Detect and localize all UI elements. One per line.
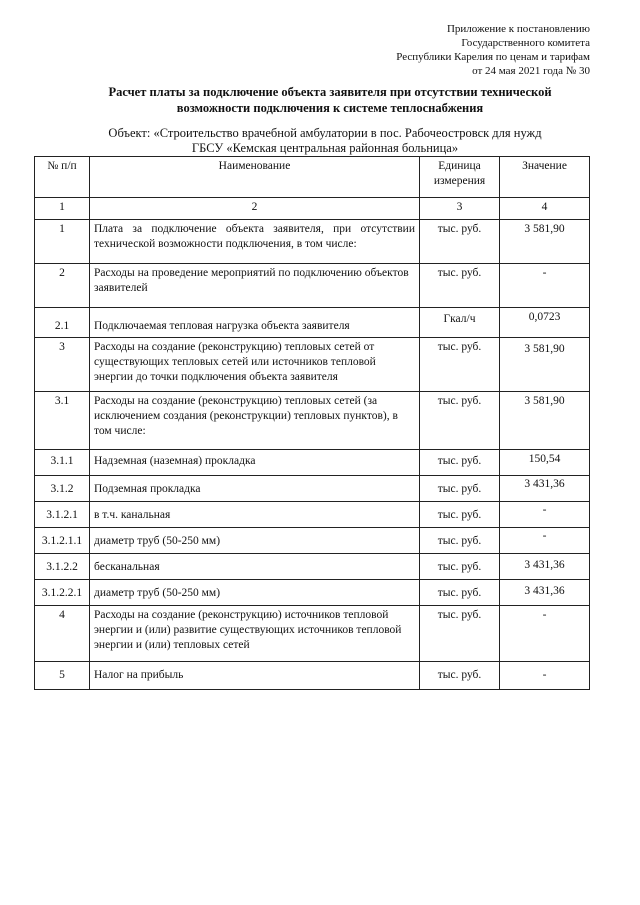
row-value: 3 431,36 [500,554,590,580]
row-name: диаметр труб (50-250 мм) [90,528,420,554]
row-unit: Гкал/ч [420,308,500,338]
row-value: 3 431,36 [500,580,590,606]
row-name: Подключаемая тепловая нагрузка объекта заявителя [90,308,420,338]
row-num: 3 [35,338,90,392]
title-line: Расчет платы за подключение объекта заявителя при отсутствии технической [108,85,552,99]
row-num: 3.1.2 [35,476,90,502]
table-row [35,264,590,308]
row-num: 3.1.2.1 [35,502,90,528]
row-num: 2 [35,264,90,308]
row-unit: тыс. руб. [420,450,500,476]
row-num: 2.1 [35,308,90,338]
row-name: Плата за подключение объекта заявителя, при отсутствии технической возможности подключения, в том числе: [90,220,420,264]
row-num: 5 [35,662,90,690]
row-name: Налог на прибыль [90,662,420,690]
row-num: 3.1.2.2.1 [35,580,90,606]
row-value: 3 581,90 [500,338,590,392]
row-num: 3.1.2.2 [35,554,90,580]
index-cell: 4 [500,198,590,220]
row-value: 0,0723 [500,308,590,338]
column-index-row [35,198,590,220]
object-line: ГБСУ «Кемская центральная районная больница» [191,141,459,155]
row-value: - [500,606,590,662]
appendix-line: Приложение к постановлению [446,23,590,35]
table-row [35,476,590,502]
row-name: диаметр труб (50-250 мм) [90,580,420,606]
table-row [35,308,590,338]
row-value: - [500,662,590,690]
row-value: 3 581,90 [500,220,590,264]
header-value: Значение [500,157,590,198]
row-unit: тыс. руб. [420,392,500,450]
header-name: Наименование [90,157,420,198]
appendix-line: от 24 мая 2021 года № 30 [472,65,590,77]
row-unit: тыс. руб. [420,220,500,264]
row-unit: тыс. руб. [420,476,500,502]
index-cell: 3 [420,198,500,220]
table-row [35,662,590,690]
object-description [60,126,590,156]
calculation-table [34,156,590,690]
table-header-row [35,157,590,198]
appendix-line: Республики Карелия по ценам и тарифам [396,51,590,63]
row-unit: тыс. руб. [420,528,500,554]
row-value: 150,54 [500,450,590,476]
table-row [35,606,590,662]
row-name: Расходы на создание (реконструкцию) тепловых сетей (за исключением создания (реконструкции) тепловых пунктов), в том числе: [90,392,420,450]
row-value: 3 431,36 [500,476,590,502]
row-value: - [500,528,590,554]
row-num: 3.1.2.1.1 [35,528,90,554]
object-line: Объект: «Строительство врачебной амбулатории в пос. Рабочеостровск для нужд [108,126,542,140]
row-name: Расходы на проведение мероприятий по подключению объектов заявителей [90,264,420,308]
row-unit: тыс. руб. [420,606,500,662]
table-row [35,338,590,392]
row-unit: тыс. руб. [420,502,500,528]
row-num: 3.1 [35,392,90,450]
row-name: бесканальная [90,554,420,580]
row-value: 3 581,90 [500,392,590,450]
table-row [35,502,590,528]
row-unit: тыс. руб. [420,338,500,392]
row-unit: тыс. руб. [420,554,500,580]
header-unit: Единица измерения [420,157,500,198]
appendix-line: Государственного комитета [461,37,590,49]
row-num: 3.1.1 [35,450,90,476]
row-name: Расходы на создание (реконструкцию) тепловых сетей от существующих тепловых сетей или источников тепловой энергии до точки подключения объекта заявителя [90,338,420,392]
row-name: Подземная прокладка [90,476,420,502]
index-cell: 2 [90,198,420,220]
table-row [35,554,590,580]
index-cell: 1 [35,198,90,220]
header-num: № п/п [35,157,90,198]
row-unit: тыс. руб. [420,662,500,690]
row-value: - [500,264,590,308]
row-num: 1 [35,220,90,264]
table-row [35,392,590,450]
row-name: в т.ч. канальная [90,502,420,528]
row-unit: тыс. руб. [420,264,500,308]
table-row [35,450,590,476]
row-name: Расходы на создание (реконструкцию) источников тепловой энергии и (или) развитие существующих источников тепловой энергии и (или) тепловых сетей [90,606,420,662]
title-line: возможности подключения к системе теплоснабжения [176,101,484,115]
table-row [35,220,590,264]
appendix-header [396,22,590,78]
row-num: 4 [35,606,90,662]
row-value: - [500,502,590,528]
row-name: Надземная (наземная) прокладка [90,450,420,476]
document-title [70,84,590,116]
table-row [35,528,590,554]
row-unit: тыс. руб. [420,580,500,606]
table-row [35,580,590,606]
